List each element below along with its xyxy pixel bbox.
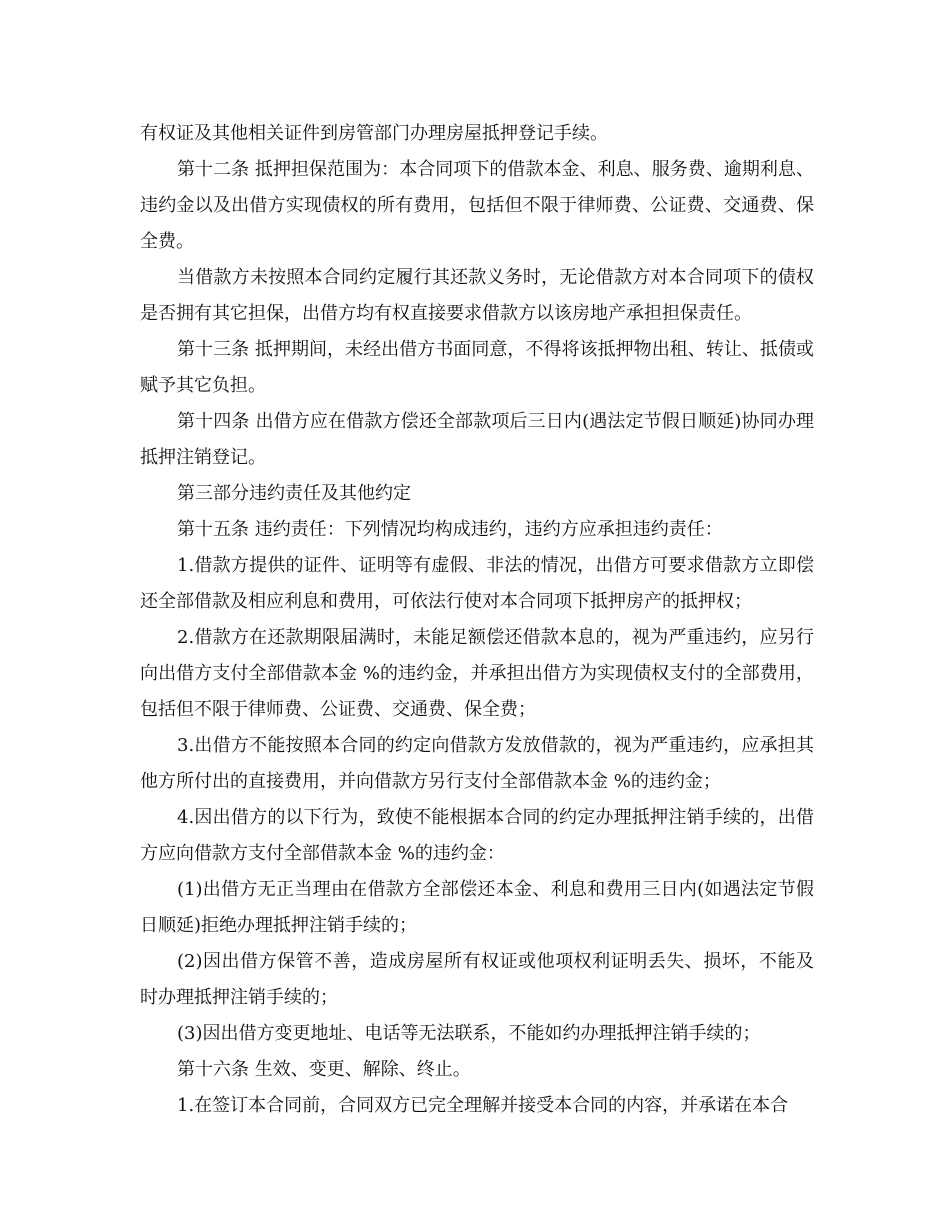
paragraph-article-15: 第十五条 违约责任：下列情况均构成违约，违约方应承担违约责任：: [177, 519, 723, 540]
list-item-1: 1.借款方提供的证件、证明等有虚假、非法的情况，出借方可要求借款方立即偿还全部借款及相应利息和费用，可依法行使对本合同项下抵押房产的抵押权；: [140, 555, 814, 612]
paragraph-3: 当借款方未按照本合同约定履行其还款义务时，无论借款方对本合同项下的债权是否拥有其它担保，出借方均有权直接要求借款方以该房地产承担担保责任。: [140, 267, 814, 324]
list-item-2: 2.借款方在还款期限届满时，未能足额偿还借款本息的，视为严重违约，应另行向出借方支付全部借款本金 %的违约金，并承担出借方为实现债权支付的全部费用，包括但不限于律师费、公证费、交通费、保全费；: [140, 627, 814, 720]
list-item-3: 3.出借方不能按照本合同的约定向借款方发放借款的，视为严重违约，应承担其他方所付出的直接费用，并向借款方另行支付全部借款本金 %的违约金；: [140, 735, 814, 792]
sub-item-2: (2)因出借方保管不善，造成房屋所有权证或他项权利证明丢失、损坏，不能及时办理抵押注销手续的；: [140, 951, 814, 1008]
list-item-4: 4.因出借方的以下行为，致使不能根据本合同的约定办理抵押注销手续的，出借方应向借款方支付全部借款本金 %的违约金：: [140, 807, 814, 864]
paragraph-article-14: 第十四条 出借方应在借款方偿还全部款项后三日内(遇法定节假日顺延)协同办理抵押注销登记。: [140, 411, 814, 468]
paragraph-article-13: 第十三条 抵押期间，未经出借方书面同意，不得将该抵押物出租、转让、抵债或赋予其它负担。: [140, 339, 814, 396]
document-body: [140, 116, 814, 1124]
sub-item-1: (1)出借方无正当理由在借款方全部偿还本金、利息和费用三日内(如遇法定节假日顺延)拒绝办理抵押注销手续的；: [140, 879, 814, 936]
sub-item-3: (3)因出借方变更地址、电话等无法联系，不能如约办理抵押注销手续的；: [177, 1023, 761, 1044]
paragraph-article-16: 第十六条 生效、变更、解除、终止。: [177, 1059, 471, 1080]
paragraph-article-12: 第十二条 抵押担保范围为：本合同项下的借款本金、利息、服务费、逾期利息、违约金以及出借方实现债权的所有费用，包括但不限于律师费、公证费、交通费、保全费。: [140, 159, 814, 252]
paragraph-1: 有权证及其他相关证件到房管部门办理房屋抵押登记手续。: [140, 123, 608, 144]
list-item-16-1: 1.在签订本合同前，合同双方已完全理解并接受本合同的内容，并承诺在本合: [177, 1095, 789, 1116]
section-heading-part-3: 第三部分违约责任及其他约定: [177, 483, 411, 504]
